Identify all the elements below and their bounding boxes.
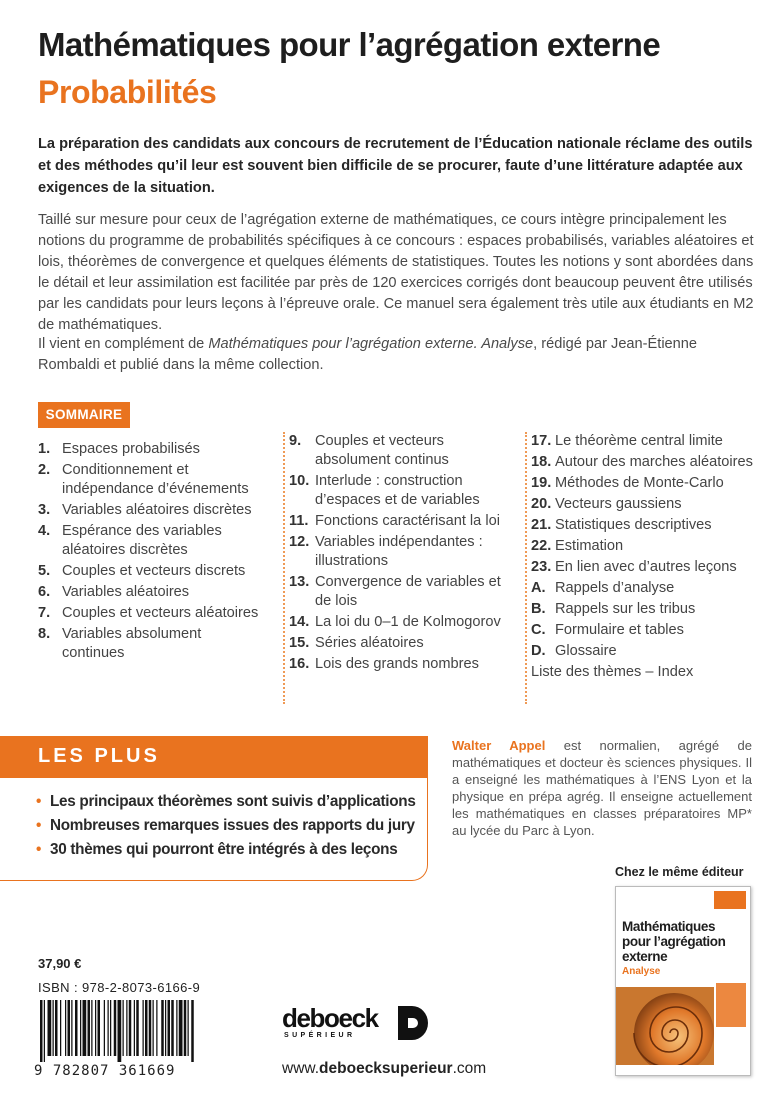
toc-number: 13. (289, 574, 310, 590)
toc-item (38, 583, 263, 602)
spiral-shell-image (616, 987, 714, 1065)
toc-item (531, 495, 765, 514)
toc-number: 18. (531, 454, 552, 470)
toc-label: Variables aléatoires (62, 584, 190, 600)
complement-text-end: , rédigé par Jean-Étienne Rombaldi et publié dans la même collection. (38, 336, 698, 373)
toc-item (289, 613, 508, 632)
toc-item (531, 621, 765, 640)
list-item (36, 791, 426, 813)
toc-item (38, 562, 263, 581)
toc-number: 10. (289, 473, 310, 489)
toc-label: Rappels sur les tribus (555, 601, 696, 617)
toc-label: Couples et vecteurs aléatoires (62, 605, 259, 621)
publisher-logo-subtext: SUPÉRIEUR (284, 1032, 356, 1039)
toc-item (531, 474, 765, 493)
toc-label: Variables aléatoires discrètes (62, 502, 252, 518)
website-suffix: .com (452, 1060, 487, 1077)
complement-text-start: Il vient en complément de (38, 336, 209, 352)
description-paragraph: Taillé sur mesure pour ceux de l’agrégation externe de mathématiques, ce cours intègre principalement les notions du programme de probabilités spécifiques à ce concours : espaces probabilisés, variables aléatoires et lois, théorèmes de convergence et quelques éléments de statistiques. Toutes les notions y sont abordées dans le détail et leur assimilation est facilitée par près de 120 exercices corrigés dont beaucoup peuvent être utilisés par les candidats pour leurs leçons à l’épreuve orale. Ce manuel sera également très utile aux étudiants en M2 de mathématiques. (38, 212, 754, 333)
toc-item (289, 472, 508, 510)
toc-number: 1. (38, 441, 51, 457)
barcode (40, 1000, 242, 1062)
lead-paragraph: La préparation des candidats aux concours de recrutement de l’Éducation nationale réclame des outils et des méthodes qu’il leur est souvent bien difficile de se procurer, faute d’une littérature adaptée aux exigences de la situation. (38, 136, 753, 196)
toc-label: Interlude : construction d’espaces et de variables (315, 473, 480, 508)
toc-label: Statistiques descriptives (555, 517, 712, 533)
toc-number: 9. (289, 433, 302, 449)
toc-item (289, 432, 508, 470)
toc-label: Autour des marches aléatoires (555, 454, 753, 470)
les-plus-list (36, 791, 426, 863)
cover-tag (714, 891, 746, 909)
author-name: Walter Appel (452, 738, 546, 753)
toc-label: Couples et vecteurs discrets (62, 563, 246, 579)
author-bio (452, 737, 752, 839)
related-books-label: Chez le même éditeur (615, 865, 744, 879)
toc-label: Conditionnement et indépendance d’événements (62, 462, 249, 497)
toc-item (38, 461, 263, 499)
toc-label: Séries aléatoires (315, 635, 424, 651)
toc-number: 16. (289, 656, 310, 672)
toc-label: Glossaire (555, 643, 617, 659)
toc-label: Variables absolument continues (62, 626, 202, 661)
toc-number: 11. (289, 513, 309, 529)
toc-number: 12. (289, 534, 310, 550)
price: 37,90 € (38, 956, 82, 971)
toc-item (38, 604, 263, 623)
toc-label: Formulaire et tables (555, 622, 684, 638)
toc-number: C. (531, 622, 546, 638)
toc-number: D. (531, 643, 546, 659)
toc-item (531, 537, 765, 556)
book-subtitle: Probabilités (38, 74, 217, 110)
sommaire-badge: SOMMAIRE (38, 402, 130, 428)
toc-column-2 (283, 432, 508, 704)
toc-label: La loi du 0–1 de Kolmogorov (315, 614, 501, 630)
related-book-title: Mathématiques pour l’agrégation externe (622, 919, 726, 964)
toc-number: B. (531, 601, 546, 617)
toc-label: Méthodes de Monte-Carlo (555, 475, 724, 491)
toc-item (289, 655, 508, 674)
les-plus-title: LES PLUS (38, 745, 160, 767)
toc-label: Espaces probabilisés (62, 441, 200, 457)
les-plus-item: Nombreuses remarques issues des rapports du jury (50, 817, 415, 834)
bullet-icon: • (36, 841, 42, 858)
toc-column-3 (525, 432, 765, 704)
toc-item (531, 579, 765, 598)
toc-item (289, 533, 508, 571)
toc-item (38, 501, 263, 520)
toc-item (531, 642, 765, 661)
toc-label: Liste des thèmes – Index (531, 664, 694, 680)
toc-number: 22. (531, 538, 552, 554)
toc-number: 21. (531, 517, 552, 533)
toc-item (531, 432, 765, 451)
les-plus-item: 30 thèmes qui pourront être intégrés à des leçons (50, 841, 398, 858)
toc-number: 5. (38, 563, 51, 579)
toc-item (531, 516, 765, 535)
toc-number: 19. (531, 475, 552, 491)
toc-number: 3. (38, 502, 51, 518)
publisher-logo-text: deboeck (282, 1003, 378, 1033)
toc-label: Le théorème central limite (555, 433, 723, 449)
bullet-icon: • (36, 793, 42, 810)
toc-item (38, 522, 263, 560)
toc-item (531, 663, 765, 682)
toc-label: Lois des grands nombres (315, 656, 479, 672)
related-book-subtitle: Analyse (622, 966, 661, 977)
toc-number: 15. (289, 635, 310, 651)
cover-side-panel (716, 983, 746, 1027)
companion-book-title: Mathématiques pour l’agrégation externe. Analyse (208, 336, 534, 352)
toc-number: 8. (38, 626, 51, 642)
toc-number: 6. (38, 584, 51, 600)
barcode-digits: 9 782807 361669 (34, 1063, 176, 1079)
publisher-logo (282, 1004, 442, 1044)
toc-item (289, 512, 508, 531)
publisher-d-icon (398, 1006, 430, 1040)
website-prefix: www. (282, 1060, 320, 1077)
les-plus-item: Les principaux théorèmes sont suivis d’applications (50, 793, 416, 810)
toc-label: Vecteurs gaussiens (555, 496, 682, 512)
toc-item (289, 573, 508, 611)
toc-label: Estimation (555, 538, 624, 554)
toc-label: Espérance des variables aléatoires discrètes (62, 523, 222, 558)
bullet-icon: • (36, 817, 42, 834)
toc-item (531, 600, 765, 619)
toc-number: 2. (38, 462, 51, 478)
toc-label: Rappels d’analyse (555, 580, 675, 596)
isbn: ISBN : 978-2-8073-6166-9 (38, 980, 201, 995)
toc-item (38, 625, 263, 663)
toc-number: 14. (289, 614, 310, 630)
toc-number: A. (531, 580, 546, 596)
website-domain: deboecksuperieur (319, 1060, 453, 1077)
toc-label: Convergence de variables et de lois (315, 574, 501, 609)
toc-label: Fonctions caractérisant la loi (315, 513, 500, 529)
toc-column-1 (38, 440, 263, 665)
complement-paragraph (38, 334, 758, 376)
toc-item (531, 558, 765, 577)
list-item (36, 815, 426, 837)
toc-number: 7. (38, 605, 51, 621)
toc-label: En lien avec d’autres leçons (555, 559, 737, 575)
toc-number: 4. (38, 523, 51, 539)
book-title: Mathématiques pour l’agrégation externe (38, 26, 661, 63)
toc-number: 20. (531, 496, 552, 512)
author-bio-text: est normalien, agrégé de mathématiques et docteur ès sciences physiques. Il a enseigné les mathématiques à l’ENS Lyon et la physique en prépa agrég. Il enseigne actuellement les mathématiques en classes préparatoires MP* au lycée du Parc à Lyon. (452, 738, 752, 838)
toc-number: 17. (531, 433, 552, 449)
toc-label: Couples et vecteurs absolument continus (315, 433, 449, 468)
toc-item (38, 440, 263, 459)
toc-item (531, 453, 765, 472)
publisher-website[interactable] (282, 1060, 486, 1078)
toc-label: Variables indépendantes : illustrations (315, 534, 483, 569)
related-book-cover (615, 886, 751, 1076)
toc-item (289, 634, 508, 653)
toc-number: 23. (531, 559, 552, 575)
list-item (36, 839, 426, 861)
